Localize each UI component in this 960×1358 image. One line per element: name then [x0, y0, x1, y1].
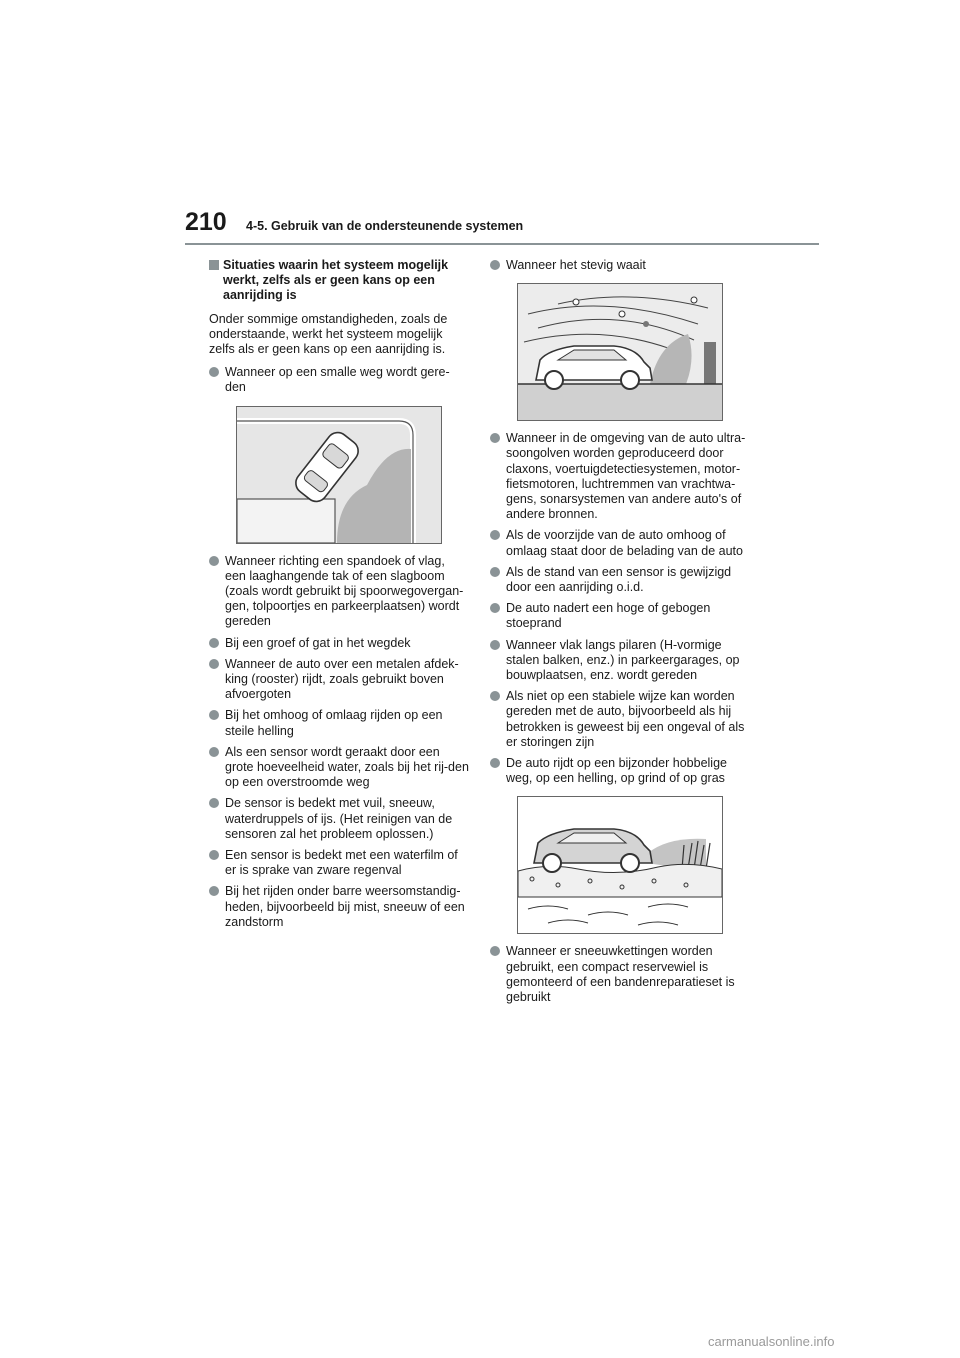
page-number: 210 [185, 208, 227, 236]
list-item: Een sensor is bedekt met een waterfilm of er is sprake van zware regenval [209, 848, 469, 878]
square-bullet-icon [209, 260, 219, 270]
list-item: Als de stand van een sensor is gewijzigd door een aanrijding o.i.d. [490, 565, 750, 595]
subhead [209, 258, 469, 304]
list-item: De auto nadert een hoge of gebogen stoeprand [490, 601, 750, 631]
list-item: Wanneer vlak langs pilaren (H-vormige stalen balken, enz.) in parkeergarages, op bouwplaatsen, enz. wordt gereden [490, 638, 750, 684]
list-item: De sensor is bedekt met vuil, sneeuw, waterdruppels of ijs. (Het reinigen van de sensoren zal het probleem oplossen.) [209, 796, 469, 842]
bullet-dot-icon [490, 946, 500, 956]
wind-car-icon [518, 284, 722, 420]
list-item: Bij het omhoog of omlaag rijden op een steile helling [209, 708, 469, 738]
bullet-dot-icon [209, 556, 219, 566]
list-item: Wanneer de auto over een metalen afdek-king (rooster) rijdt, zoals gebruikt boven afvoergoten [209, 657, 469, 703]
footer-watermark: carmanualsonline.info [708, 1334, 835, 1349]
bullet-dot-icon [209, 659, 219, 669]
bullet-dot-icon [209, 367, 219, 377]
intro-paragraph: Onder sommige omstandigheden, zoals de onderstaande, werkt het systeem mogelijk zelfs als er geen kans op een aanrijding is. [209, 311, 448, 357]
narrow-road-car-icon [237, 407, 441, 543]
list-item: Wanneer richting een spandoek of vlag, een laaghangende tak of een slagboom (zoals wordt gebruikt bij spoorwegovergan-gen, tolpoortjes en parkeerplaatsen) wordt gereden [209, 554, 469, 630]
bullet-dot-icon [490, 567, 500, 577]
bullet-dot-icon [490, 530, 500, 540]
list-item-text: Wanneer op een smalle weg wordt gere-den [225, 365, 450, 395]
list-item: Wanneer het stevig waait [490, 258, 750, 273]
list-item: Wanneer er sneeuwkettingen worden gebruikt, een compact reservewiel is gemonteerd of een bandenreparatieset is gebruikt [490, 944, 750, 1005]
header-rule [185, 243, 819, 245]
bullet-dot-icon [209, 886, 219, 896]
bullet-dot-icon [490, 758, 500, 768]
bullet-dot-icon [490, 691, 500, 701]
list-item [209, 365, 469, 395]
gravel-car-icon [518, 797, 722, 933]
bullet-dot-icon [490, 260, 500, 270]
section-title: 4-5. Gebruik van de ondersteunende systemen [246, 219, 524, 233]
bullet-dot-icon [490, 603, 500, 613]
bullet-dot-icon [490, 433, 500, 443]
list-item: Bij een groef of gat in het wegdek [209, 636, 469, 651]
bullet-dot-icon [209, 710, 219, 720]
bullet-dot-icon [209, 798, 219, 808]
strong-wind-illustration [517, 283, 723, 421]
list-item: De auto rijdt op een bijzonder hobbelige weg, op een helling, op grind of op gras [490, 756, 750, 786]
subhead-text: Situaties waarin het systeem mogelijk werkt, zelfs als er geen kans op een aanrijding is [223, 258, 449, 303]
list-item: Bij het rijden onder barre weersomstandig-heden, bijvoorbeeld bij mist, sneeuw of een zandstorm [209, 884, 469, 930]
bullet-dot-icon [490, 640, 500, 650]
narrow-road-illustration [236, 406, 442, 544]
bullet-dot-icon [209, 747, 219, 757]
list-item: Als de voorzijde van de auto omhoog of omlaag staat door de belading van de auto [490, 528, 750, 558]
list-item: Wanneer in de omgeving van de auto ultra-soongolven worden geproduceerd door claxons, voertuigdetectiesystemen, motor-fietsmotoren, luchtremmen van vrachtwa-gens, sonarsystemen van andere auto's of andere bronnen. [490, 431, 750, 522]
right-column [490, 258, 750, 1011]
list-item: Als een sensor wordt geraakt door een grote hoeveelheid water, zoals bij het rij-den op een overstroomde weg [209, 745, 469, 791]
bumpy-road-illustration [517, 796, 723, 934]
left-column [209, 258, 469, 936]
bullet-dot-icon [209, 850, 219, 860]
list-item: Als niet op een stabiele wijze kan worden gereden met de auto, bijvoorbeeld als hij betrokken is geweest bij een ongeval of als er storingen zijn [490, 689, 750, 750]
bullet-dot-icon [209, 638, 219, 648]
